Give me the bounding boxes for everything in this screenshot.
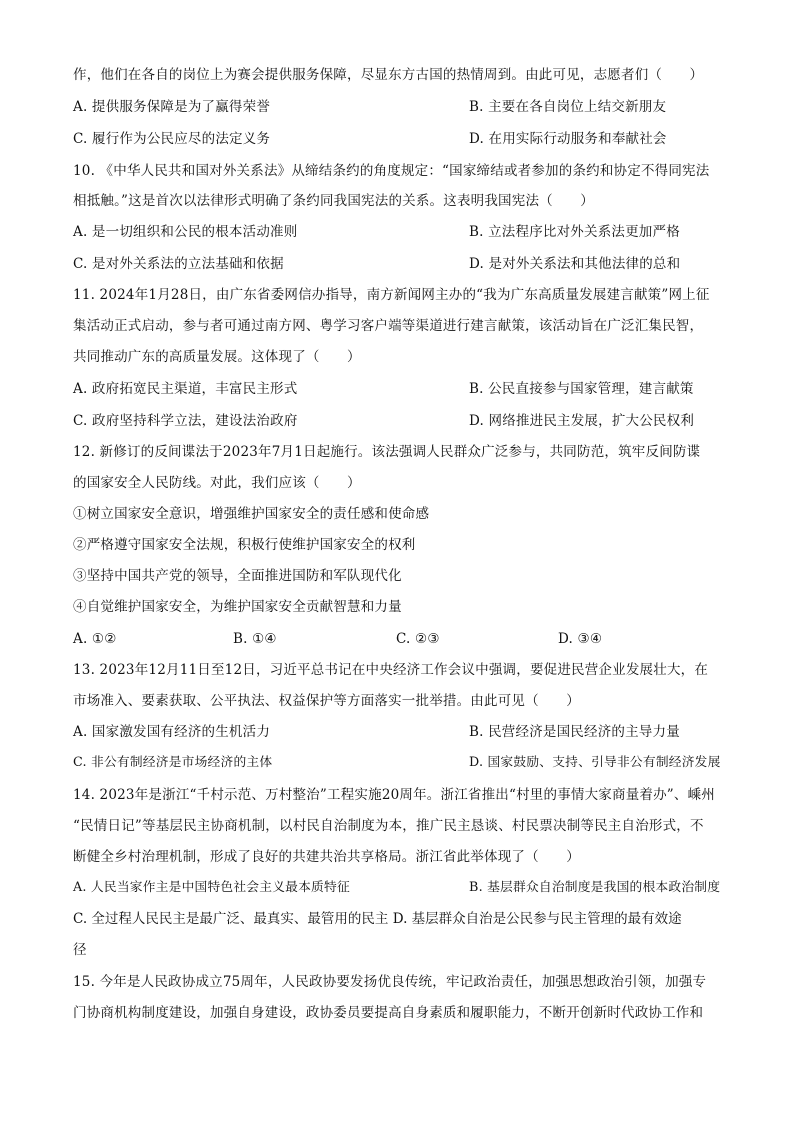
q14-option-a: A. 人民当家作主是中国特色社会主义最本质特征 [73,880,350,895]
q13-stem-line1: 13. 2023年12月11日至12日，习近平总书记在中央经济工作会议中强调，要促进民营企业发展壮大，在 [73,662,709,678]
q12-option-b: B. ①④ [233,631,277,647]
q11-options-ab [73,380,723,398]
q10-option-c: C. 是对外关系法的立法基础和依据 [73,256,284,272]
q9-options-cd [73,130,723,148]
q14-option-b: B. 基层群众自治制度是我国的根本政治制度 [469,880,721,895]
q12-statement-4: ④自觉维护国家安全，为维护国家安全贡献智慧和力量 [73,599,402,615]
q14-stem-line3: 断健全乡村治理机制，形成了良好的共建共治共享格局。浙江省此举体现了（ ） [73,849,580,865]
q15-stem-line1: 15. 今年是人民政协成立75周年，人民政协要发扬优良传统，牢记政治责任，加强思想政治引领，加强专 [73,974,707,990]
q13-stem-line2: 市场准入、要素获取、公平执法、权益保护等方面落实一批举措。由此可见（ ） [73,693,580,709]
q10-option-a: A. 是一切组织和公民的根本活动准则 [73,224,298,240]
q13-options-ab [73,723,723,741]
q13-option-a: A. 国家激发国有经济的生机活力 [73,724,271,740]
q11-option-c: C. 政府坚持科学立法，建设法治政府 [73,413,298,429]
q10-option-b: B. 立法程序比对外关系法更加严格 [469,224,680,240]
q9-option-d: D. 在用实际行动服务和奉献社会 [469,131,667,147]
q12-statement-2: ②严格遵守国家安全法规，积极行使维护国家安全的权利 [73,537,416,553]
q10-options-ab [73,223,723,241]
q12-stem-line1: 12. 新修订的反间谍法于2023年7月1日起施行。该法强调人民群众广泛参与，共同防范，筑牢反间防谍 [73,444,701,460]
q14-options-ab [73,879,723,897]
q14-options-cd: C. 全过程人民民主是最广泛、最真实、最管用的民主 D. 基层群众自治是公民参与民主管理的最有效途 [73,911,682,927]
q13-option-b: B. 民营经济是国民经济的主导力量 [469,724,680,740]
q15-stem-line2: 门协商机构制度建设，加强自身建设，政协委员要提高自身素质和履职能力，不断开创新时代政协工作和 [73,1005,704,1021]
q12-stem-line2: 的国家安全人民防线。对此，我们应该（ ） [73,475,361,491]
q11-option-d: D. 网络推进民主发展，扩大公民权利 [469,413,695,429]
q10-options-cd [73,255,723,273]
q10-option-d: D. 是对外关系法和其他法律的总和 [469,256,681,272]
q12-option-d: D. ③④ [558,631,603,647]
q12-statement-1: ①树立国家安全意识，增强维护国家安全的责任感和使命感 [73,506,430,522]
q11-stem-line1: 11. 2024年1月28日，由广东省委网信办指导，南方新闻网主办的“我为广东高质量发展建言献策”网上征 [73,287,710,303]
q11-stem-line2: 集活动正式启动，参与者可通过南方网、粤学习客户端等渠道进行建言献策，该活动旨在广泛汇集民智， [73,318,704,334]
q9-stem: 作，他们在各自的岗位上为赛会提供服务保障，尽显东方古国的热情周到。由此可见，志愿者们（ ） [73,67,704,83]
q13-options-cd [73,754,723,772]
q11-option-b: B. 公民直接参与国家管理，建言献策 [469,381,694,397]
q12-options [73,630,723,648]
q13-option-d: D. 国家鼓励、支持、引导非公有制经济发展 [469,755,721,770]
q9-option-a: A. 提供服务保障是为了赢得荣誉 [73,99,271,115]
q14-stem-line2: “民情日记”等基层民主协商机制，以村民自治制度为本，推广民主恳谈、村民票决制等民主自治形式，不 [73,818,704,834]
q11-option-a: A. 政府拓宽民主渠道，丰富民主形式 [73,381,298,397]
q11-stem-line3: 共同推动广东的高质量发展。这体现了（ ） [73,349,361,365]
q9-option-c: C. 履行作为公民应尽的法定义务 [73,131,271,147]
q11-options-cd [73,412,723,430]
q10-stem-line1: 10. 《中华人民共和国对外关系法》从缔结条约的角度规定：“国家缔结或者参加的条约和协定不得同宪法 [73,163,710,179]
q12-option-a: A. ①② [73,631,117,647]
q13-option-c: C. 非公有制经济是市场经济的主体 [73,755,273,770]
q14-options-cd-wrap: 径 [73,942,87,958]
q9-option-b: B. 主要在各自岗位上结交新朋友 [469,99,667,115]
q10-stem-line2: 相抵触。”这是首次以法律形式明确了条约同我国宪法的关系。这表明我国宪法（ ） [73,193,594,209]
q9-options-ab [73,98,723,116]
q12-statement-3: ③坚持中国共产党的领导，全面推进国防和军队现代化 [73,568,402,584]
q14-stem-line1: 14. 2023年是浙江“千村示范、万村整治”工程实施20周年。浙江省推出“村里的事情大家商量着办”、嵊州 [73,787,716,803]
q12-option-c: C. ②③ [396,631,440,647]
